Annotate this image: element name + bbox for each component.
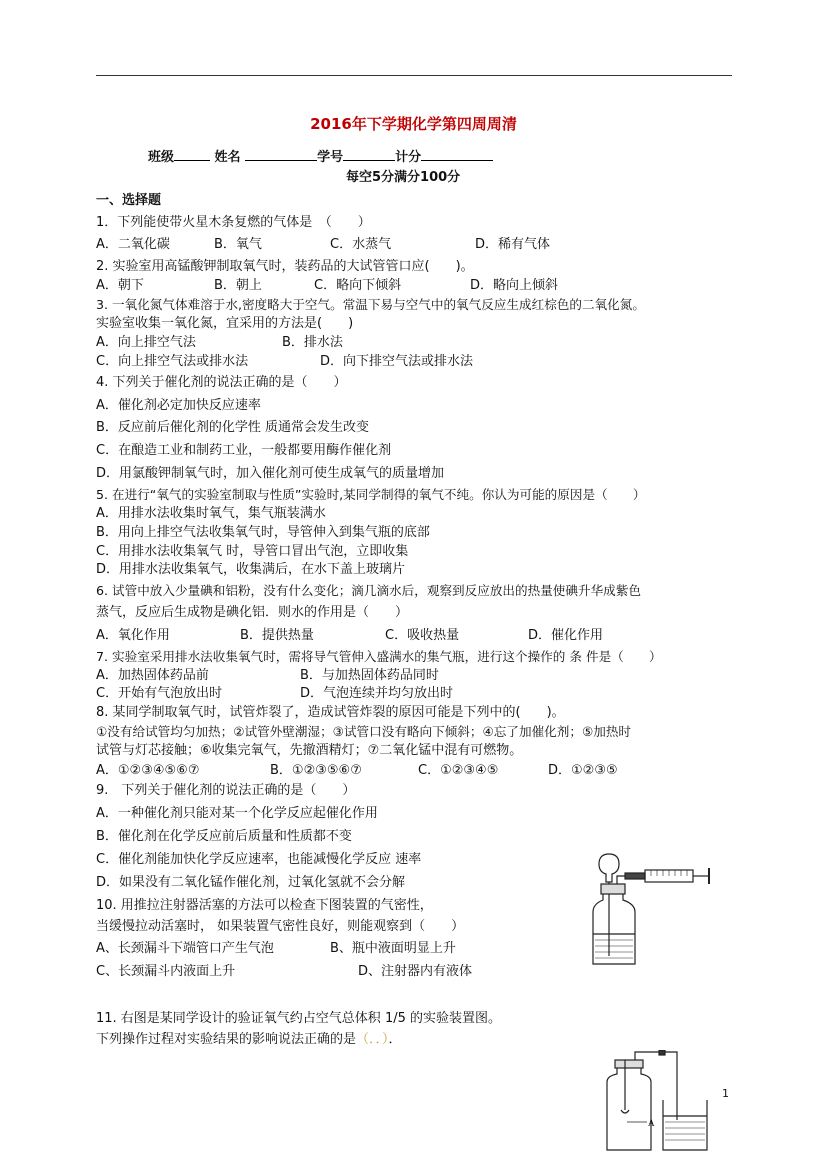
section-heading: 一、选择题 (96, 193, 162, 208)
q3-option-d: D．向下排空气法或排水法 (320, 354, 474, 369)
q1-option-a: A．二氧化碳 (96, 237, 170, 252)
score-blank[interactable] (421, 148, 493, 161)
q3-stem-line1: 3. 一氧化氮气体难溶于水,密度略大于空气。常温下易与空气中的氧气反应生成红棕色的二氧化氮。 (96, 297, 645, 312)
q11-stem-text: 下列操作过程对实验结果的影响说法正确的是 (96, 1032, 357, 1047)
q8-option-b: B．①②③⑤⑥⑦ (270, 763, 362, 778)
q9-option-b: B．催化剂在化学反应前后质量和性质都不变 (96, 829, 352, 844)
q4-option-b: B．反应前后催化剂的化学性 质通常会发生改变 (96, 420, 370, 435)
q2-option-d: D．略向上倾斜 (470, 278, 559, 293)
q1-option-b: B．氧气 (214, 237, 262, 252)
q10-stem-line2: 当缓慢拉动活塞时， 如果装置气密性良好，则能观察到（ ） (96, 919, 465, 934)
q6-option-b: B．提供热量 (240, 628, 314, 643)
page-number: 1 (722, 1087, 729, 1100)
q2-option-a: A．朝下 (96, 278, 144, 293)
q3-stem-line2: 实验室收集一氧化氮，宜采用的方法是( ) (96, 316, 354, 331)
q7-stem: 7. 实验室采用排水法收集氧气时，需将导气管伸入盛满水的集气瓶，进行这个操作的 条 件是（ ） (96, 649, 662, 664)
q3-option-c: C．向上排空气法或排水法 (96, 354, 249, 369)
q9-stem: 9. 下列关于催化剂的说法正确的是（ ） (96, 783, 356, 798)
q11-answer-paren: （．．） (356, 1032, 389, 1047)
number-blank[interactable] (343, 148, 395, 161)
figure-label-a: A (648, 1118, 655, 1128)
q6-option-d: D．催化作用 (528, 628, 604, 643)
q2-option-b: B．朝上 (214, 278, 262, 293)
q10-option-b: B、瓶中液面明显上升 (330, 941, 456, 956)
class-label: 班级 (148, 150, 175, 165)
q5-option-d: D．用排水法收集氧气，收集满后，在水下盖上玻璃片 (96, 562, 406, 577)
q4-option-d: D．用氯酸钾制氧气时，加入催化剂可使生成氧气的质量增加 (96, 466, 445, 481)
q10-option-a: A、长颈漏斗下端管口产生气泡 (96, 941, 274, 956)
oxygen-volume-apparatus-figure (597, 1050, 715, 1154)
q9-option-c: C．催化剂能加快化学反应速率，也能减慢化学反应 速率 (96, 852, 422, 867)
q1-option-d: D．稀有气体 (475, 237, 551, 252)
top-rule (96, 75, 732, 76)
class-blank[interactable] (174, 148, 210, 161)
q3-option-b: B．排水法 (282, 335, 343, 350)
q2-option-c: C．略向下倾斜 (314, 278, 402, 293)
q6-option-a: A．氧化作用 (96, 628, 170, 643)
q7-option-b: B．与加热固体药品同时 (300, 668, 439, 683)
name-label: 姓名 (214, 150, 241, 165)
q10-option-c: C、长颈漏斗内液面上升 (96, 964, 236, 979)
q11-stem-line2 (96, 1031, 402, 1049)
q4-stem: 4. 下列关于催化剂的说法正确的是（ ） (96, 375, 347, 390)
page-title: 2016年下学期化学第四周周清 (310, 115, 517, 133)
q10-option-d: D、注射器内有液体 (358, 964, 473, 979)
q10-stem-line1: 10. 用推拉注射器活塞的方法可以检查下图装置的气密性， (96, 898, 433, 913)
number-label: 学号 (317, 150, 344, 165)
q9-option-a: A．一种催化剂只能对某一个化学反应起催化作用 (96, 806, 378, 821)
q4-option-c: C．在酿造工业和制药工业，一般都要用酶作催化剂 (96, 443, 392, 458)
q5-stem: 5. 在进行“氧气的实验室制取与性质”实验时,某同学制得的氧气不纯。你认为可能的原因是（ ） (96, 487, 646, 502)
q1-stem: 1．下列能使带火星木条复燃的气体是 （ ） (96, 215, 371, 230)
q3-option-a: A．向上排空气法 (96, 335, 196, 350)
airtightness-apparatus-figure (585, 852, 715, 972)
student-info-row (148, 148, 493, 167)
scoring-note: 每空5分满分100分 (346, 170, 461, 185)
q8-option-a: A．①②③④⑤⑥⑦ (96, 763, 200, 778)
q8-detail-line2: 试管与灯芯接触；⑥收集完氧气，先撤酒精灯；⑦二氧化锰中混有可燃物。 (96, 743, 523, 758)
q6-option-c: C．吸收热量 (385, 628, 460, 643)
q5-option-c: C．用排水法收集氧气 时，导管口冒出气泡，立即收集 (96, 544, 409, 559)
q7-option-c: C．开始有气泡放出时 (96, 686, 223, 701)
q7-option-a: A．加热固体药品前 (96, 668, 209, 683)
q5-option-b: B．用向上排空气法收集氧气时，导管伸入到集气瓶的底部 (96, 525, 430, 540)
q8-stem: 8. 某同学制取氧气时，试管炸裂了，造成试管炸裂的原因可能是下列中的( )。 (96, 705, 565, 720)
q1-option-c: C．水蒸气 (330, 237, 392, 252)
q6-stem-line1: 6. 试管中放入少量碘和铝粉，没有什么变化；滴几滴水后，观察到反应放出的热量使碘升华成紫色 (96, 583, 641, 598)
q8-option-d: D．①②③⑤ (548, 763, 618, 778)
name-blank[interactable] (245, 148, 317, 161)
q8-option-c: C．①②③④⑤ (418, 763, 499, 778)
q11-stem-line1: 11. 右图是某同学设计的验证氧气约占空气总体积 1/5 的实验装置图。 (96, 1011, 501, 1026)
q5-option-a: A．用排水法收集时氧气，集气瓶装满水 (96, 506, 326, 521)
q4-option-a: A．催化剂必定加快反应速率 (96, 398, 261, 413)
q2-stem: 2. 实验室用高锰酸钾制取氧气时，装药品的大试管管口应( )。 (96, 259, 474, 274)
score-label: 计分 (395, 150, 422, 165)
q9-option-d: D．如果没有二氧化锰作催化剂，过氧化氢就不会分解 (96, 875, 406, 890)
q11-stem-end: ． (388, 1032, 402, 1047)
q8-detail-line1: ①没有给试管均匀加热；②试管外壁潮湿；③试管口没有略向下倾斜；④忘了加催化剂；⑤加热时 (96, 724, 632, 739)
q7-option-d: D．气泡连续并均匀放出时 (300, 686, 454, 701)
q6-stem-line2: 蒸气，反应后生成物是碘化铝．则水的作用是（ ） (96, 605, 409, 620)
